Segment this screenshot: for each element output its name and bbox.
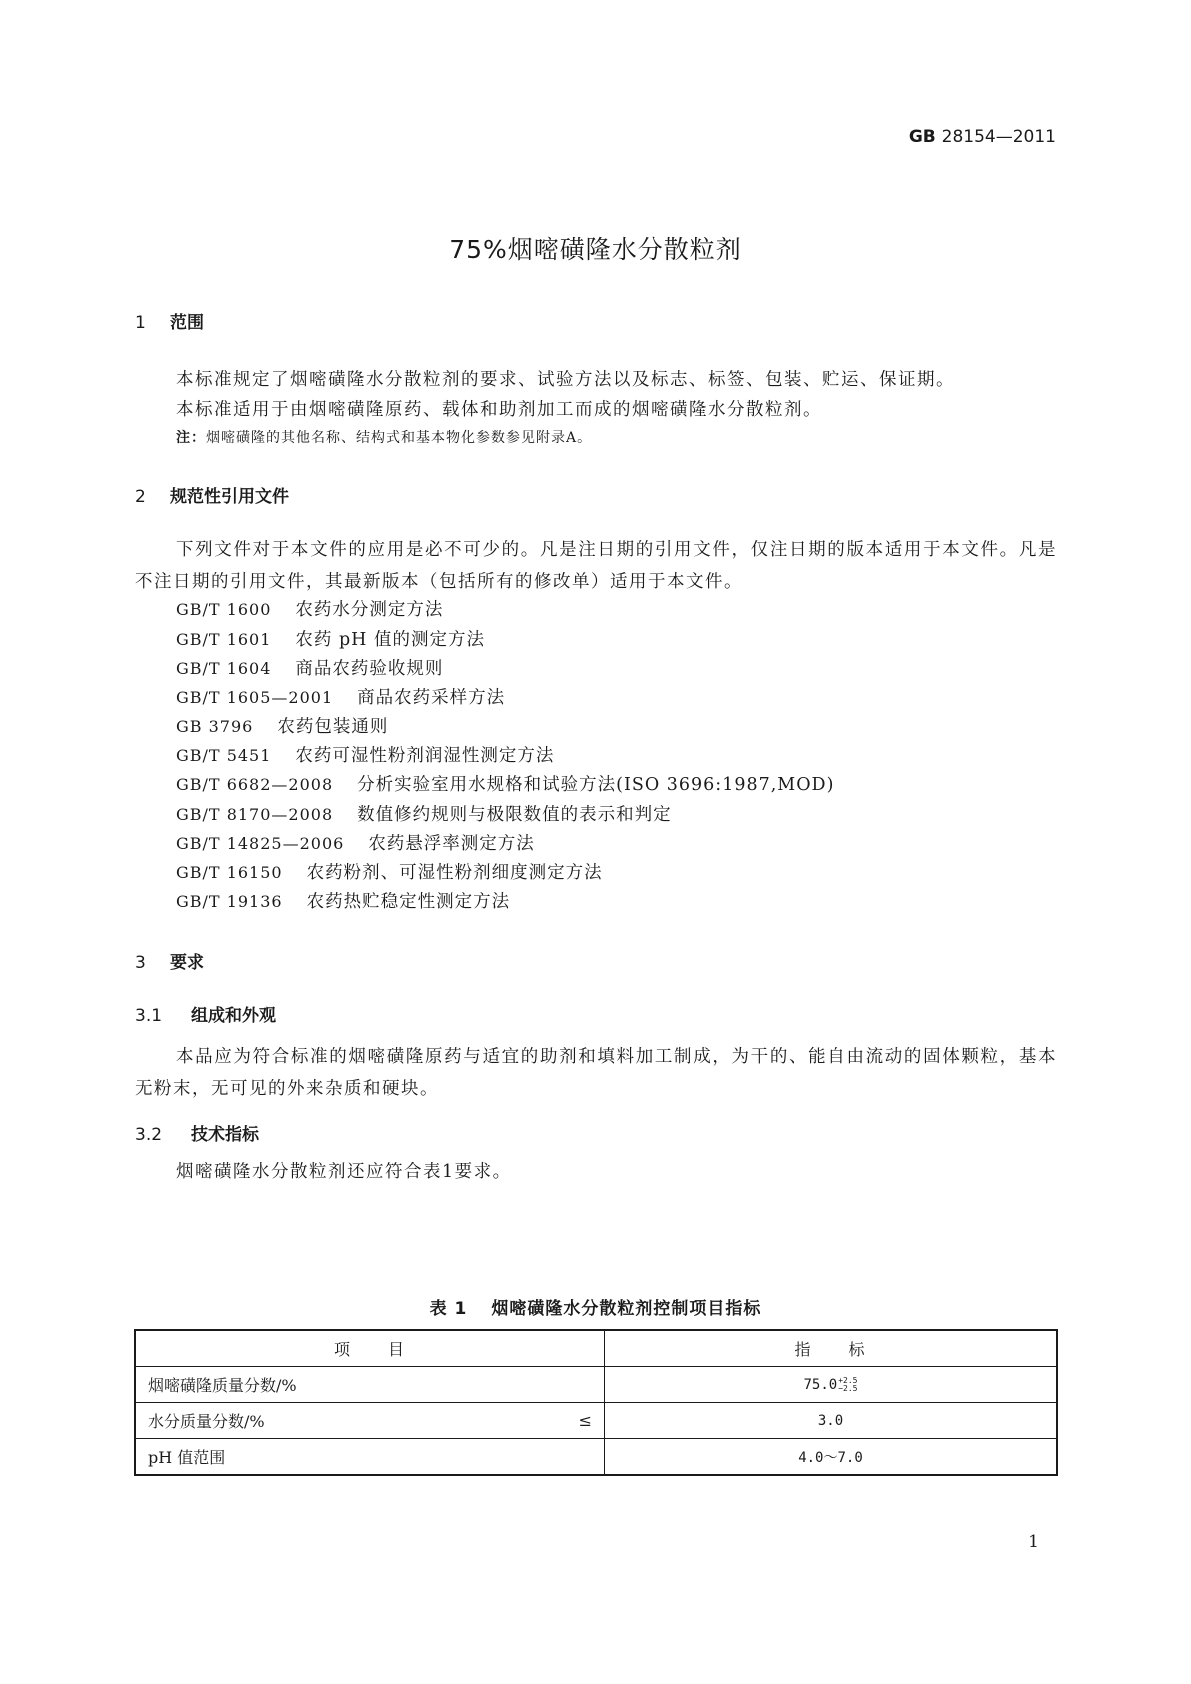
item-label: 水分质量分数/%	[148, 1412, 265, 1431]
reference-code: GB/T 16150	[176, 863, 283, 882]
reference-name: 分析实验室用水规格和试验方法(ISO 3696:1987,MOD)	[357, 775, 835, 795]
section-title: 技术指标	[191, 1125, 259, 1145]
reference-name: 商品农药采样方法	[357, 688, 506, 708]
value-main: 4.0～7.0	[798, 1449, 863, 1466]
reference-code: GB/T 5451	[176, 746, 272, 765]
section-title: 要求	[170, 953, 204, 973]
reference-code: GB/T 1604	[176, 659, 272, 678]
section-number: 2	[135, 487, 146, 507]
note-label: 注：	[176, 430, 206, 446]
composition-paragraph: 本品应为符合标准的烟嘧磺隆原药与适宜的助剂和填料加工制成，为干的、能自由流动的固体颗粒，基本无粉末，无可见的外来杂质和硬块。	[135, 1047, 1057, 1099]
section-3-2-heading	[135, 1120, 259, 1145]
reference-name: 农药热贮稳定性测定方法	[306, 892, 511, 912]
table-cell-value	[605, 1403, 1058, 1439]
section-2-heading	[135, 482, 289, 507]
table-row	[135, 1367, 1057, 1403]
reference-item	[176, 801, 672, 826]
reference-code: GB/T 1600	[176, 600, 272, 619]
reference-name: 数值修约规则与极限数值的表示和判定	[357, 805, 672, 825]
section-title: 范围	[170, 313, 204, 333]
reference-name: 农药粉剂、可湿性粉剂细度测定方法	[306, 863, 603, 883]
refs-intro: 下列文件对于本文件的应用是必不可少的。凡是注日期的引用文件，仅注日期的版本适用于本文件。凡是不注日期的引用文件，其最新版本（包括所有的修改单）适用于本文件。	[135, 540, 1057, 592]
value-main: 75.0	[803, 1376, 838, 1393]
page-number: 1	[1028, 1532, 1039, 1552]
reference-item	[176, 888, 510, 913]
tech-spec-paragraph: 烟嘧磺隆水分散粒剂还应符合表1要求。	[176, 1162, 512, 1182]
reference-code: GB/T 1605—2001	[176, 688, 334, 707]
table-header-item: 项 目	[135, 1330, 605, 1367]
spec-table	[134, 1329, 1058, 1476]
reference-item	[176, 626, 485, 651]
reference-item	[176, 596, 443, 621]
table-row	[135, 1439, 1057, 1476]
reference-item	[176, 655, 443, 680]
table-cell-value	[605, 1367, 1058, 1403]
section-title: 组成和外观	[191, 1006, 276, 1026]
reference-item	[176, 713, 388, 738]
reference-code: GB/T 19136	[176, 892, 283, 911]
table-cell-item	[135, 1367, 605, 1403]
reference-item	[176, 684, 505, 709]
section-number: 3	[135, 953, 146, 973]
section-number: 3.2	[135, 1125, 163, 1145]
table-row	[135, 1403, 1057, 1439]
table-caption	[0, 1294, 1191, 1319]
reference-name: 农药可湿性粉剂润湿性测定方法	[295, 746, 555, 766]
value-main: 3.0	[817, 1412, 844, 1429]
value-tolerance	[838, 1377, 857, 1393]
table-cell-item	[135, 1439, 605, 1476]
section-number: 1	[135, 313, 146, 333]
note-text: 烟嘧磺隆的其他名称、结构式和基本物化参数参见附录A。	[206, 430, 593, 446]
reference-item	[176, 859, 603, 884]
reference-name: 农药包装通则	[277, 717, 389, 737]
reference-item	[176, 830, 535, 855]
tolerance-plus: +2.5	[838, 1375, 858, 1385]
reference-code: GB/T 1601	[176, 630, 272, 649]
section-title: 规范性引用文件	[170, 487, 289, 507]
reference-name: 农药 pH 值的测定方法	[295, 630, 485, 650]
standard-code	[909, 127, 1056, 147]
section-3-heading	[135, 948, 204, 973]
table-number: 表 1	[429, 1299, 468, 1319]
item-label: pH 值范围	[148, 1448, 226, 1467]
table-header-row	[135, 1330, 1057, 1367]
table-cell-value	[605, 1439, 1058, 1476]
section-3-1-heading	[135, 1001, 276, 1026]
reference-code: GB/T 8170—2008	[176, 805, 334, 824]
reference-name: 农药水分测定方法	[295, 600, 444, 620]
table-cell-item	[135, 1403, 605, 1439]
reference-item	[176, 742, 554, 767]
reference-code: GB/T 6682—2008	[176, 775, 334, 794]
item-operator: ≤	[578, 1411, 592, 1430]
document-title: 75%烟嘧磺隆水分散粒剂	[449, 235, 742, 264]
reference-name: 农药悬浮率测定方法	[368, 834, 535, 854]
scope-paragraph-2: 本标准适用于由烟嘧磺隆原药、载体和助剂加工而成的烟嘧磺隆水分散粒剂。	[176, 400, 822, 420]
table-header-value: 指 标	[605, 1330, 1058, 1367]
reference-code: GB 3796	[176, 717, 254, 736]
reference-item	[176, 771, 834, 796]
tolerance-minus: −2.5	[838, 1383, 858, 1393]
standard-prefix: GB	[908, 127, 936, 147]
section-1-heading	[135, 308, 204, 333]
reference-name: 商品农药验收规则	[295, 659, 444, 679]
item-label: 烟嘧磺隆质量分数/%	[148, 1376, 297, 1395]
reference-code: GB/T 14825—2006	[176, 834, 345, 853]
scope-note	[176, 427, 592, 447]
section-number: 3.1	[135, 1006, 163, 1026]
scope-paragraph-1: 本标准规定了烟嘧磺隆水分散粒剂的要求、试验方法以及标志、标签、包装、贮运、保证期。	[176, 370, 955, 390]
table-title: 烟嘧磺隆水分散粒剂控制项目指标	[491, 1299, 762, 1319]
standard-number: 28154—2011	[941, 127, 1056, 147]
